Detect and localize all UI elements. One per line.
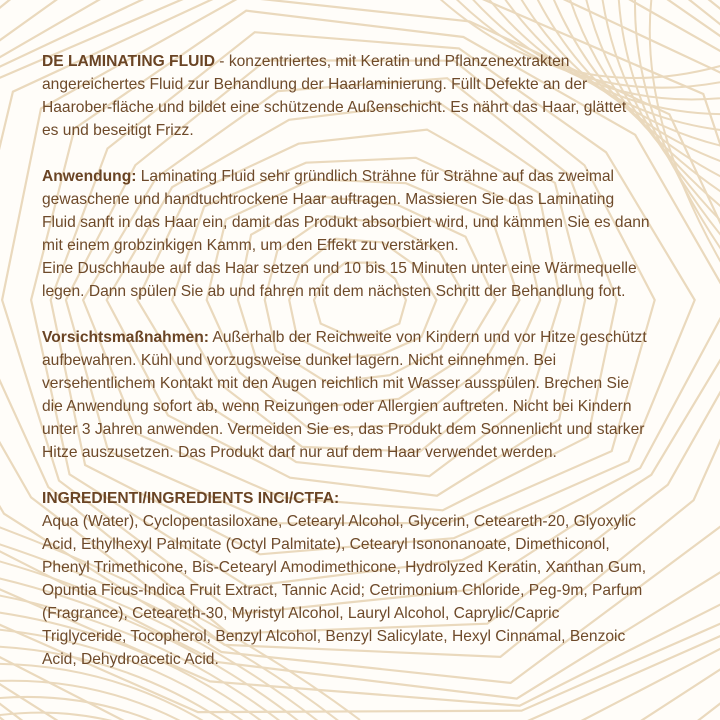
text-line [42,326,692,349]
ingredients-text: Opuntia Ficus-Indica Fruit Extract, Tannic Acid; Cetrimonium Chloride, Peg-9m, Parfum [42,582,643,599]
description-text: Haarober-fläche und bildet eine schützende Außenschicht. Es nährt das Haar, glättet [42,99,627,116]
precautions-text: versehentlichem Kontakt mit den Augen reichlich mit Wasser ausspülen. Brechen Sie [42,375,630,392]
ingredients-text: Acid, Ethylhexyl Palmitate (Octyl Palmitate), Cetearyl Isononanoate, Dimethiconol, [42,536,610,553]
description-text: angereichertes Fluid zur Behandlung der Haarlaminierung. Füllt Defekte an der [42,76,588,93]
ingredients-text: (Fragrance), Ceteareth-30, Myristyl Alcohol, Lauryl Alcohol, Caprylic/Capric [42,605,560,622]
product-name-heading: DE LAMINATING FLUID [42,53,215,70]
usage-text: mit einem grobzinkigen Kamm, um den Effekt zu verstärken. [42,237,459,254]
usage-text: Laminating Fluid sehr gründlich Strähne für Strähne auf das zweimal [136,168,615,185]
usage-text: legen. Dann spülen Sie ab und fahren mit dem nächsten Schritt der Behandlung fort. [42,283,626,300]
text-line [42,165,692,188]
precautions-text: die Anwendung sofort ab, wenn Reizungen oder Allergien auftreten. Nicht bei Kindern [42,398,632,415]
precautions-text: aufbewahren. Kühl und vorzugsweise dunkel lagern. Nicht einnehmen. Bei [42,352,557,369]
precautions-text: unter 3 Jahren anwenden. Vermeiden Sie es, das Produkt dem Sonnenlicht und starker [42,421,645,438]
grain-line [0,681,360,720]
text-line [42,50,692,73]
ingredients-text: Triglyceride, Tocopherol, Benzyl Alcohol, Benzyl Salicylate, Hexyl Cinnamal, Benzoic [42,628,626,645]
ingredients-heading: INGREDIENTI/INGREDIENTS INCI/CTFA: [42,490,340,507]
usage-text: Fluid sanft in das Haar ein, damit das Produkt absorbiert wird, und kämmen Sie es dann [42,214,650,231]
ingredients-paragraph [42,487,692,671]
precautions-text: Außerhalb der Reichweite von Kindern und vor Hitze geschützt [208,329,647,346]
usage-text: gewaschene und handtuchtrockene Haar auftragen. Massieren Sie das Laminating [42,191,615,208]
product-info-text [42,50,692,671]
description-text: es und beseitigt Frizz. [42,122,194,139]
precautions-text: Hitze auszusetzen. Das Produkt darf nur auf dem Haar verwendet werden. [42,444,557,461]
description-text: - konzentriertes, mit Keratin und Pflanzenextrakten [214,53,570,70]
precautions-paragraph [42,326,692,464]
precautions-heading: Vorsichtsmaßnahmen: [42,329,209,346]
usage-text: Eine Duschhaube auf das Haar setzen und 10 bis 15 Minuten unter eine Wärmequelle [42,260,637,277]
ingredients-text: Aqua (Water), Cyclopentasiloxane, Cetearyl Alcohol, Glycerin, Ceteareth-20, Glyoxylic [42,513,636,530]
ingredients-text: Acid, Dehydroacetic Acid. [42,651,219,668]
ingredients-text: Phenyl Trimethicone, Bis-Cetearyl Amodimethicone, Hydrolyzed Keratin, Xanthan Gum, [42,559,647,576]
description-paragraph [42,50,692,142]
usage-paragraph [42,165,692,303]
usage-heading: Anwendung: [42,168,137,185]
